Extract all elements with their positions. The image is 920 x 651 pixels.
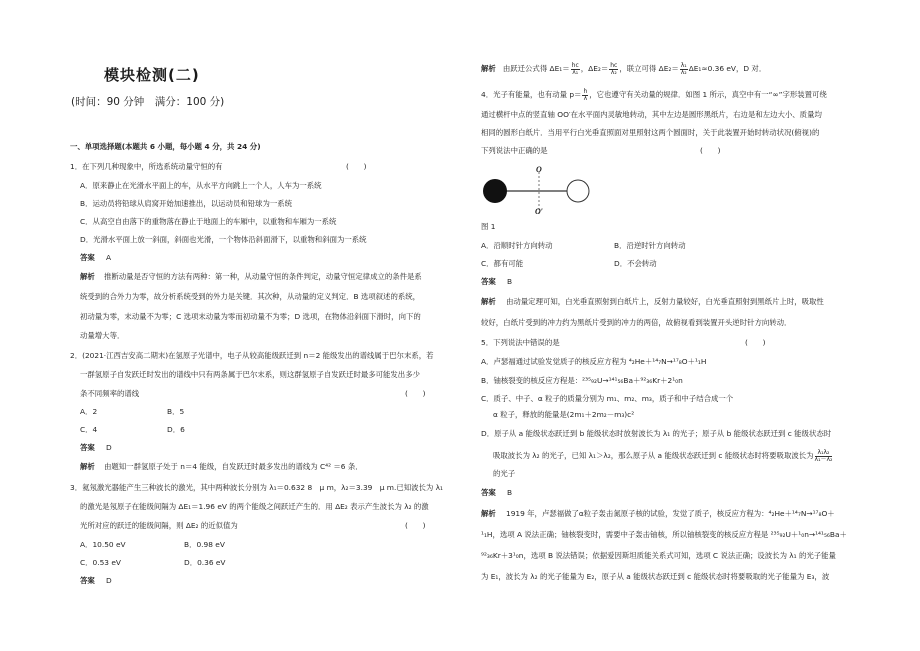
q1-analysis-line: 统受到的合外力为零，故分析系统受到的外力是关键．其次种，从动量的定义判定．B 选项叙述的系统， bbox=[80, 292, 421, 301]
q5-analysis-line: 为 E₁，波长为 λ₂ 的光子能量为 E₂，原子从 a 能级状态跃迁到 c 能级状态时将要吸取的光子能量为 E₃，波 bbox=[481, 572, 830, 581]
q3-stem-line: 的激光是氖原子在能级间隔为 ΔE₁＝1.96 eV 的两个能级之间跃迁产生的．用 ΔE₂ 表示产生波长为 λ₂ 的激 bbox=[80, 502, 429, 511]
q1-option-a: A．原来静止在光滑水平面上的车，从水平方向跳上一个人，人车为一系统 bbox=[80, 181, 322, 190]
q4-option-c: C．都有可能 bbox=[481, 259, 524, 268]
q2-stem-line: 一群氢原子自发跃迁时发出的谱线中只有两条属于巴尔末系，则这群氢原子自发跃迁时最多可能发出多少 bbox=[80, 370, 420, 379]
fraction bbox=[582, 89, 588, 102]
q3-answer: D bbox=[106, 576, 112, 585]
q1-analysis-label: 解析 bbox=[80, 272, 95, 281]
q4-option-a: A．沿顺时针方向转动 bbox=[481, 241, 553, 250]
q2-analysis-label: 解析 bbox=[80, 462, 95, 471]
q1-option-b: B．运动员将铅球从肩窝开始加速推出，以运动员和铅球为一系统 bbox=[80, 199, 293, 208]
fraction-denominator: λ₂ bbox=[680, 68, 687, 76]
q4-stem-text: ，它也遵守有关动量的规律．如图 1 所示，真空中有一“∞”字形装置可绕 bbox=[589, 90, 827, 99]
q1-answer: A bbox=[106, 253, 112, 262]
q3-option-d: D．0.36 eV bbox=[184, 558, 226, 567]
q4-stem-line: 下列说法中正确的是 bbox=[481, 146, 548, 155]
figure-caption: 图 1 bbox=[481, 222, 496, 231]
q4-analysis-line: 由动量定理可知，白光垂直照射到白纸片上，反射力量较好，白光垂直照射到黑纸片上时，吸取性 bbox=[506, 297, 824, 306]
q3-option-c: C．0.53 eV bbox=[80, 558, 121, 567]
q2-paren: ( ) bbox=[405, 389, 426, 398]
q5-option-c: C．质子、中子、α 粒子的质量分别为 m₁、m₂、m₃，质子和中子结合成一个 bbox=[481, 394, 734, 403]
fraction bbox=[680, 63, 688, 76]
q4-answer-label: 答案 bbox=[481, 277, 496, 286]
q2-option-d: D．6 bbox=[167, 425, 185, 434]
q3-stem-line: 光所对应的跃迁的能级间隔，则 ΔE₂ 的近似值为 bbox=[80, 521, 238, 530]
q3-analysis-text: ，ΔE₂＝ bbox=[580, 64, 609, 73]
axis-label-bottom: O′ bbox=[535, 207, 544, 216]
fraction-denominator: λ₁－λ₂ bbox=[814, 455, 833, 463]
q1-stem: 1．在下列几种现象中，所选系统动量守恒的有 bbox=[70, 162, 223, 171]
q5-option-d-line bbox=[493, 449, 833, 463]
q3-paren: ( ) bbox=[405, 521, 426, 530]
q5-option-d-text: 吸取波长为 λ₂ 的光子，已知 λ₁＞λ₂，那么原子从 a 能级状态跃迁到 c 能级状态时将要吸取波长为 bbox=[493, 451, 814, 460]
q3-option-a: A．10.50 eV bbox=[80, 540, 126, 549]
q1-analysis-line: 推断动量是否守恒的方法有两种：第一种，从动量守恒的条件判定，动量守恒定律成立的条件是系 bbox=[104, 272, 422, 281]
white-disc bbox=[567, 180, 589, 202]
q2-analysis: 由题知一群氢原子处于 n＝4 能级，自发跃迁时最多发出的谱线为 C⁴² ＝6 条． bbox=[104, 462, 363, 471]
q1-paren: ( ) bbox=[346, 162, 367, 171]
fraction-denominator: λ₂ bbox=[610, 68, 617, 76]
q3-stem-line: 3．氦氖激光器能产生三种波长的激光，其中两种波长分别为 λ₁＝0.632 8 μ m，λ₂＝3.39 μ m.已知波长为 λ₁ bbox=[70, 483, 443, 492]
q5-option-c-cont: α 粒子，释放的能量是(2m₁＋2m₂－m₃)c² bbox=[493, 410, 635, 419]
q4-analysis-label: 解析 bbox=[481, 297, 496, 306]
q1-analysis-line: 初动量为零，末动量不为零；C 选项末动量为零而初动量不为零；D 选项，在物体沿斜面下滑时，向下的 bbox=[80, 312, 421, 321]
figure-rotating-device bbox=[478, 160, 628, 222]
q5-analysis-line: 1919 年，卢瑟福做了α粒子轰击氮原子核的试验，发觉了质子，核反应方程为：⁴₂He＋¹⁴₇N→¹⁷₈O＋ bbox=[506, 509, 835, 518]
q3-option-b: B．0.98 eV bbox=[184, 540, 225, 549]
q2-option-c: C．4 bbox=[80, 425, 98, 434]
fraction-denominator: λ₁ bbox=[572, 68, 579, 76]
axis-label-top: O bbox=[536, 165, 542, 174]
q3-answer-label: 答案 bbox=[80, 576, 95, 585]
q5-option-d-line: D．原子从 a 能级状态跃迁到 b 能级状态时放射波长为 λ₁ 的光子；原子从 b 能级状态跃迁到 c 能级状态时 bbox=[481, 429, 832, 438]
q5-answer: B bbox=[507, 488, 513, 497]
fraction bbox=[571, 63, 580, 76]
fraction-denominator: λ bbox=[583, 94, 588, 102]
q5-analysis-line: ¹₁H，选项 A 说法正确；铀核裂变时，需要中子轰击铀核，所以铀核裂变的核反应方程是 ²³⁵₉₂U＋¹₀n→¹⁴¹₅₆Ba＋ bbox=[481, 530, 847, 539]
q4-stem-line: 相同的圆形白纸片．当用平行白光垂直照面对里照射这两个圆面时，关于此装置开始时转动状况(俯视)的 bbox=[481, 128, 820, 137]
q4-stem-text: 4．光子有能量，也有动量 p＝ bbox=[481, 90, 582, 99]
section-heading: 一、单项选择题(本题共 6 小题，每小题 4 分，共 24 分) bbox=[70, 142, 261, 151]
q2-option-b: B．5 bbox=[167, 407, 185, 416]
q5-analysis-label: 解析 bbox=[481, 509, 496, 518]
q5-paren: ( ) bbox=[745, 338, 766, 347]
fraction-numerator: λ₁ bbox=[680, 61, 687, 69]
q3-analysis-text: ΔE₁≈0.36 eV，D 对． bbox=[688, 64, 767, 73]
q2-answer-label: 答案 bbox=[80, 443, 95, 452]
fraction-numerator: hc bbox=[610, 61, 618, 69]
page-subtitle: (时间：90 分钟 满分：100 分) bbox=[71, 96, 225, 108]
q4-analysis-line: 较好，白纸片受到的冲力约为黑纸片受到的冲力的两倍，故俯视看到装置开头逆时针方向转动． bbox=[481, 318, 792, 327]
q4-stem-line: 通过横杆中点的竖直轴 OO′在水平面内灵敏地转动，其中左边是圆形黑纸片，右边是和左边大小、质量均 bbox=[481, 110, 822, 119]
q4-stem-line bbox=[481, 88, 827, 102]
q5-answer-label: 答案 bbox=[481, 488, 496, 497]
q3-analysis-text: 由跃迁公式得 ΔE₁＝ bbox=[502, 64, 570, 73]
fraction-numerator: hc bbox=[571, 61, 579, 69]
q1-analysis-line: 动量增大等． bbox=[80, 331, 125, 340]
fraction-numerator: h bbox=[583, 87, 588, 95]
q1-option-c: C．从高空自由落下的重物落在静止于地面上的车厢中，以重物和车厢为一系统 bbox=[80, 217, 337, 226]
q4-paren: ( ) bbox=[700, 146, 721, 155]
fraction-numerator: λ₁λ₂ bbox=[815, 450, 833, 457]
q5-option-b: B．铀核裂变的核反应方程是：²³⁵₉₂U→¹⁴¹₅₆Ba＋⁹²₃₆Kr＋2¹₀n bbox=[481, 376, 683, 385]
page-title: 模块检测(二) bbox=[104, 66, 200, 84]
q5-stem: 5．下列说法中错误的是 bbox=[481, 338, 560, 347]
fraction bbox=[815, 450, 833, 463]
q1-option-d: D．光滑水平面上放一斜面，斜面也光滑，一个物体沿斜面滑下，以重物和斜面为一系统 bbox=[80, 235, 367, 244]
q3-analysis-text: ，联立可得 ΔE₂＝ bbox=[619, 64, 679, 73]
q2-option-a: A．2 bbox=[80, 407, 98, 416]
q2-answer: D bbox=[106, 443, 112, 452]
q2-stem-line: 条不同频率的谱线 bbox=[80, 389, 140, 398]
black-disc bbox=[483, 179, 507, 203]
q5-analysis-line: ⁹²₃₆Kr＋3¹₀n，选项 B 说法错误；依据爱因斯坦质能关系式可知，选项 C 说法正确；设波长为 λ₁ 的光子能量 bbox=[481, 551, 836, 560]
q5-option-a: A．卢瑟福通过试验发觉质子的核反应方程为 ⁴₂He＋¹⁴₇N→¹⁷₈O＋¹₁H bbox=[481, 357, 707, 366]
q3-analysis-label: 解析 bbox=[481, 64, 496, 73]
q4-option-d: D．不会转动 bbox=[614, 259, 657, 268]
q1-answer-label: 答案 bbox=[80, 253, 95, 262]
q5-option-d-line: 的光子 bbox=[493, 469, 516, 478]
q4-answer: B bbox=[507, 277, 513, 286]
q3-analysis bbox=[481, 62, 766, 76]
q2-stem-line: 2．(2021·江西吉安高二期末)在氢原子光谱中，电子从较高能级跃迁到 n＝2 能级发出的谱线属于巴尔末系，若 bbox=[70, 351, 434, 360]
q4-option-b: B．沿逆时针方向转动 bbox=[614, 241, 686, 250]
fraction bbox=[609, 63, 618, 76]
